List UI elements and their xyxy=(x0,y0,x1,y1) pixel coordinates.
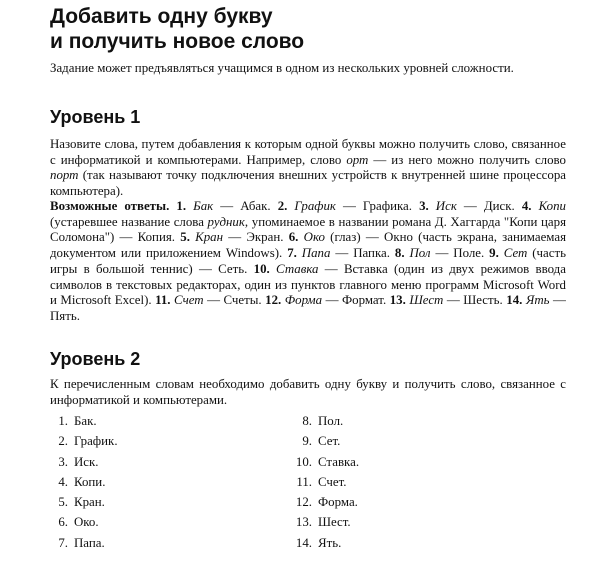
answer-number: 13. xyxy=(389,293,406,308)
item-word: Ставка. xyxy=(318,454,360,469)
list-item xyxy=(286,533,359,553)
list-item xyxy=(286,472,359,492)
list-item xyxy=(50,431,118,451)
list-item xyxy=(50,472,118,492)
item-number: 11. xyxy=(296,474,312,489)
answer-word: Счет xyxy=(174,293,204,308)
answer-number: 8. xyxy=(394,246,405,261)
answer-word: Форма xyxy=(284,293,323,308)
answer-number: 5. xyxy=(180,230,190,245)
title-line-2: и получить новое слово xyxy=(50,30,305,53)
answer-text: Шесть. xyxy=(463,293,503,308)
answer-word: Шест xyxy=(409,293,444,308)
answer-number: 1. xyxy=(176,199,187,213)
answer-text: Формат. xyxy=(341,293,387,308)
item-number: 1. xyxy=(58,414,68,428)
task-example-1: орт xyxy=(346,152,369,167)
item-word: Форма. xyxy=(318,495,358,510)
answer-word: Копи xyxy=(538,199,566,213)
answer-word: График xyxy=(294,199,336,213)
list-item xyxy=(50,512,118,532)
item-word: График. xyxy=(74,434,118,449)
answer-number: 12. xyxy=(265,293,282,308)
item-number: 5. xyxy=(58,495,68,510)
item-number: 9. xyxy=(302,434,312,449)
item-word: Бак. xyxy=(74,414,97,428)
answer-text: Экран. xyxy=(246,230,284,245)
list-item xyxy=(286,411,359,431)
item-number: 3. xyxy=(58,454,68,469)
item-word: Пол. xyxy=(318,414,344,428)
answer-text: (часть игры в большой теннис) — Сеть. xyxy=(50,246,566,276)
answer-number: 2. xyxy=(277,199,288,213)
word-list-right xyxy=(286,411,359,553)
task-text-3: (так называют точку подключения внешних устройств к внутренней шине процессора компьютера). xyxy=(50,168,566,199)
answer-word: Папа xyxy=(301,246,331,261)
answer-word: рудник xyxy=(207,214,245,229)
list-item xyxy=(286,512,359,532)
item-word: Шест. xyxy=(318,515,351,530)
list-item xyxy=(50,452,118,472)
list-item xyxy=(286,452,359,472)
answer-word: Ять xyxy=(525,293,550,308)
item-word: Иск. xyxy=(74,454,99,469)
answer-word: Сет xyxy=(503,246,528,261)
item-number: 14. xyxy=(295,535,312,550)
list-item xyxy=(50,411,118,431)
answer-number: 6. xyxy=(288,230,299,245)
level-1-answers: Возможные ответы. 1. Бак — Абак. 2. График — Графика. 3. Иск — Диск. 4. Копи (устаревшее название слова рудник, упоминаемое в названии романа Д. Хаггарда "Копи царя Соломона") — Копия. 5. Кран — Экран. 6. Око (глаз) — Окно (часть экрана, занимаемая документом или приложением Windows). 7. Папа — Папка. 8. Пол — Поле. 9. Сет (часть игры в большой теннис) — Сеть. 10. Ставка — Вставка (один из двух режимов ввода символов в текстовых редакторах, один из пунктов главного меню программ Microsoft Word и Microsoft Excel). 11. Счет — Счеты. 12. Форма — Формат. 13. Шест — Шесть. 14. Ять — Пять. xyxy=(50,199,567,323)
answer-number: 14. xyxy=(506,293,523,308)
level-1-heading: Уровень 1 xyxy=(50,107,141,127)
answer-text: (глаз) — Окно (часть экрана, занимаемая документом или приложением Windows). xyxy=(50,230,567,261)
item-number: 13. xyxy=(295,515,312,530)
answer-text: (устаревшее название слова xyxy=(50,214,208,229)
item-number: 7. xyxy=(58,535,68,550)
item-word: Копи. xyxy=(74,474,106,489)
answer-number: 9. xyxy=(489,246,499,261)
item-number: 4. xyxy=(58,474,68,489)
answer-word: Иск xyxy=(435,199,457,213)
word-list-left xyxy=(50,411,118,553)
answer-text: Счеты. xyxy=(223,293,262,308)
answer-word: Бак xyxy=(193,199,214,213)
level-1-task xyxy=(50,137,566,200)
item-word: Папа. xyxy=(74,535,105,550)
answer-text: Папка. xyxy=(353,246,390,261)
answer-text: Диск. xyxy=(483,199,515,213)
answer-text: Пять. xyxy=(50,308,80,323)
answers-label: Возможные ответы. xyxy=(50,199,170,213)
answer-number: 4. xyxy=(521,199,532,213)
answer-number: 11. xyxy=(155,293,171,308)
answer-word: Око xyxy=(303,230,325,245)
item-number: 2. xyxy=(58,434,68,449)
answer-number: 10. xyxy=(253,261,270,276)
item-number: 8. xyxy=(302,414,312,428)
list-item xyxy=(50,533,118,553)
list-item xyxy=(50,492,118,512)
item-number: 6. xyxy=(58,515,68,530)
task-text-1: Назовите слова, путем добавления к которым одной буквы можно получить слово, связанное с информатикой и компьютерами. Например, слово xyxy=(50,137,566,167)
intro-paragraph: Задание может предъявляться учащимся в одном из нескольких уровней сложности. xyxy=(50,61,514,75)
answer-word: Пол xyxy=(409,246,431,261)
list-item xyxy=(286,431,359,451)
item-word: Сет. xyxy=(318,434,341,449)
task-example-2: порт xyxy=(50,168,79,183)
answer-word: Ставка xyxy=(276,261,319,276)
answer-text: Поле. xyxy=(453,246,485,261)
title-line-1: Добавить одну букву xyxy=(50,5,273,28)
answer-text: , упоминаемое в названии романа Д. Хаггарда "Копи царя Соломона") — Копия. xyxy=(50,214,566,245)
item-number: 12. xyxy=(295,495,312,510)
item-word: Око. xyxy=(74,515,99,530)
answer-number: 3. xyxy=(419,199,429,213)
answer-text: Абак. xyxy=(240,199,271,213)
item-word: Ять. xyxy=(318,535,342,550)
item-word: Счет. xyxy=(318,474,347,489)
level-2-heading: Уровень 2 xyxy=(50,349,141,369)
list-item xyxy=(286,492,359,512)
answer-word: Кран xyxy=(195,230,224,245)
task-text-2: — из него можно получить слово xyxy=(368,152,566,167)
answer-text: Графика. xyxy=(362,199,412,213)
answer-number: 7. xyxy=(287,246,297,261)
item-number: 10. xyxy=(295,454,312,469)
answer-text: Вставка (один из двух режимов ввода символов в текстовых редакторах, один из пунктов главного меню программ Microsoft Word и Microsoft Excel). xyxy=(50,261,566,308)
level-2-task: К перечисленным словам необходимо добавить одну букву и получить слово, связанное с информатикой и компьютерами. xyxy=(50,377,566,407)
page-title xyxy=(50,4,590,54)
item-word: Кран. xyxy=(74,495,105,510)
